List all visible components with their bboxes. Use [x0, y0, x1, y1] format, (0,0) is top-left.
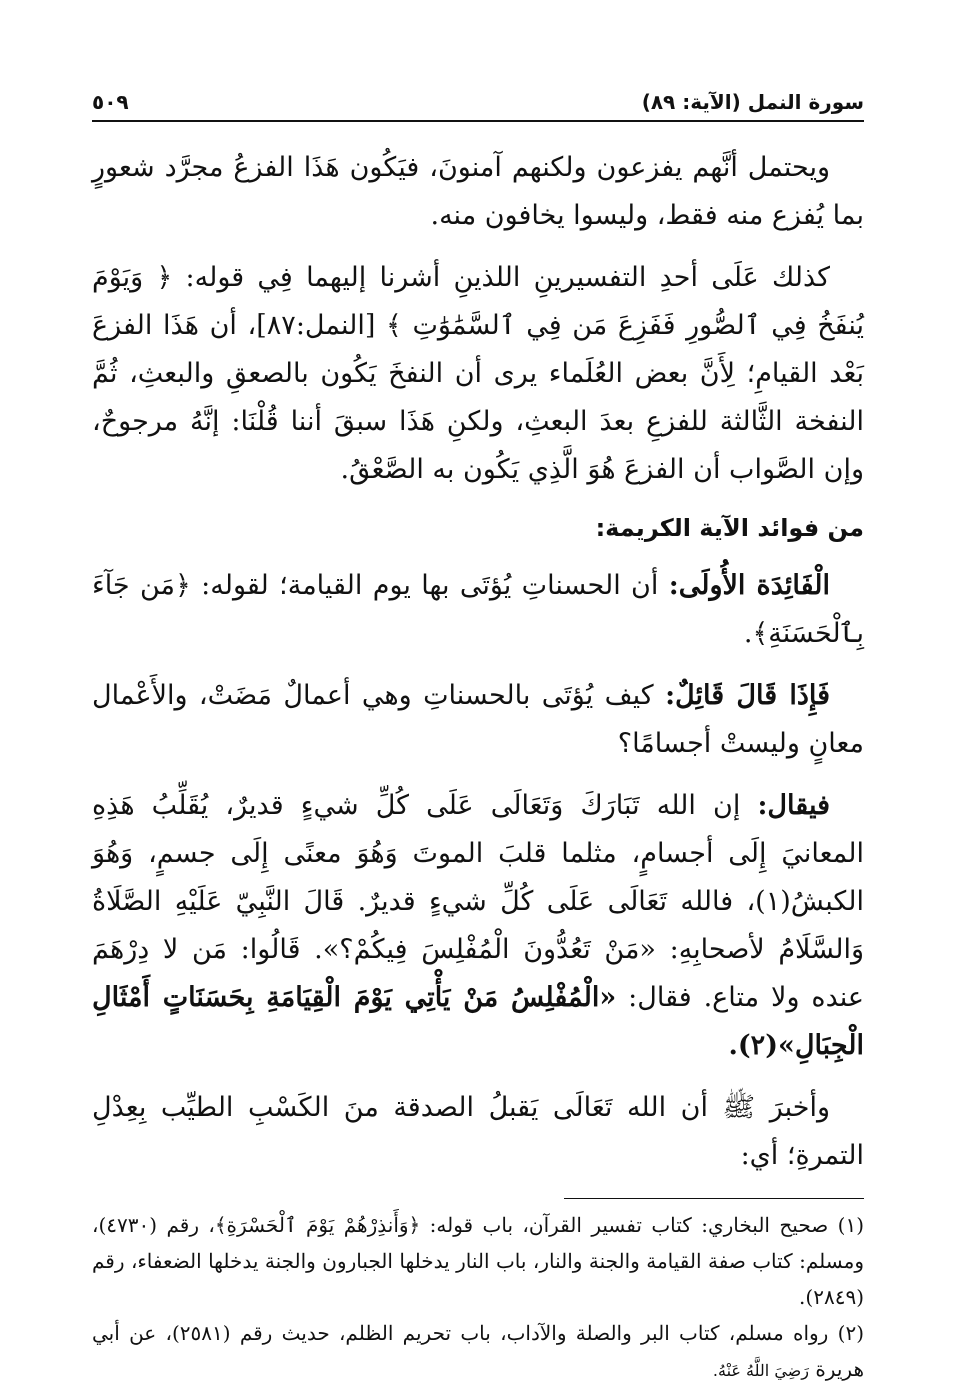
footnote-2-honorific: رَضِيَ اللَّهُ عَنْهُ. — [712, 1361, 809, 1380]
footnote-1: (١) صحيح البخاري: كتاب تفسير القرآن، باب قوله: ﴿وَأَنذِرْهُمْ يَوْمَ ٱلْحَسْرَةِ﴾، رقم (٤٧٣٠)، ومسلم: كتاب صفة القيامة والجنة والنار، باب النار يدخلها الجبارون والجنة يدخلها الضعفاء، رقم (٢٨٤٩). — [92, 1213, 864, 1309]
last-paragraph: وأخبرَ ﷺ أن الله تَعَالَى يَقبلُ الصدقة منَ الكَسْبِ الطيِّب بِعِدْلِ التمرةِ؛ أي: — [92, 1092, 864, 1171]
footnote-2 — [92, 1315, 864, 1389]
question-paragraph — [92, 672, 864, 768]
footnote-divider — [564, 1198, 864, 1199]
answer-text-2: قَالَ النَّبِيّ عَلَيْهِ الصَّلَاةُ وَالسَّلَامُ لأصحابِهِ: «مَنْ تَعُدُّونَ الْمُفْلِسَ فِيكُمْ؟». قَالُوا: مَن لا دِرْهَمَ عنده ولا متاع. فقال: — [92, 886, 865, 1013]
page-number: ٥٠٩ — [92, 90, 129, 114]
footnote-2-text: (٢) رواه مسلم، كتاب البر والصلة والآداب، باب تحريم الظلم، حديث رقم (٢٥٨١)، عن أبي هريرة — [92, 1321, 864, 1381]
benefit-1-lead: الْفَائِدَة الأُولَى: — [668, 570, 831, 601]
answer-lead: فيقال: — [757, 790, 830, 821]
main-text — [92, 144, 864, 1180]
footnotes — [92, 1207, 864, 1389]
surah-title: سورة النمل (الآية: ٨٩) — [641, 90, 864, 114]
paragraph-2: كذلك عَلَى أحدِ التفسيرينِ اللذينِ أشرنا إليهما فِي قوله: ﴿ وَيَوْمَ يُنفَخُ فِي ٱلصُّورِ فَفَزِعَ مَن فِي ٱلسَّمَٰوَٰتِ ﴾ [النمل:٨٧]، أن هَذَا الفزعَ بَعْد القيامِ؛ لِأَنَّ بعض العُلَماء يرى أن النفخَ يَكُون بالصعقِ والبعثِ، ثُمَّ النفخة الثَّالثة للفزعِ بعدَ البعثِ، ولكنِ هَذَا سبقَ أننا قُلْنَا: إنَّهُ مرجوحٌ، وإن الصَّواب أن الفزعَ هُوَ الَّذِي يَكُون به الصَّعْقُ. — [92, 262, 864, 485]
page-header — [92, 80, 864, 118]
question-lead: فَإِذَا قَالَ قَائِلٌ: — [665, 680, 830, 711]
answer-text-1: إن الله تَبَارَكَ وَتَعَالَى عَلَى كُلِّ شيءٍ قديرٌ، يُقَلِّبُ هَذِهِ المعانيَ إِلَى أجسامٍ، مثلما قلبَ الموتَ وَهُوَ معنًى إِلَى جسمٍ، وَهُوَ الكبشُ(١)، فالله تَعَالَى عَلَى كُلِّ شيءٍ قديرٌ. — [92, 790, 864, 917]
paragraph-1: ويحتمل أنَّهم يفزعون ولكنهم آمنونَ، فيَكُون هَذَا الفزعُ مجرَّد شعورٍ بما يُفزع منه فقط، وليسوا يخافون منه. — [92, 152, 864, 231]
section-heading: من فوائد الآية الكريمة: — [595, 514, 864, 542]
question-text: كيف يُؤتَى بالحسناتِ وهي أعمالٌ مَضَتْ، والأَعْمال معانٍ وليستْ أجسامًا؟ — [92, 680, 864, 759]
hadith-quote: «الْمُفْلِسُ مَنْ يَأْتِي يَوْمَ الْقِيَامَةِ بِحَسَنَاتٍ أَمْثَالِ الْجِبَالِ»(٢). — [92, 982, 864, 1061]
answer-paragraph — [92, 782, 864, 1070]
book-page — [92, 80, 864, 1389]
benefit-1-text: أن الحسناتِ يُؤتَى بها يوم القيامة؛ لقوله: ﴿مَن جَآءَ بِٱلْحَسَنَةِ﴾. — [92, 570, 864, 649]
header-divider — [92, 120, 864, 122]
benefit-1 — [92, 562, 864, 658]
